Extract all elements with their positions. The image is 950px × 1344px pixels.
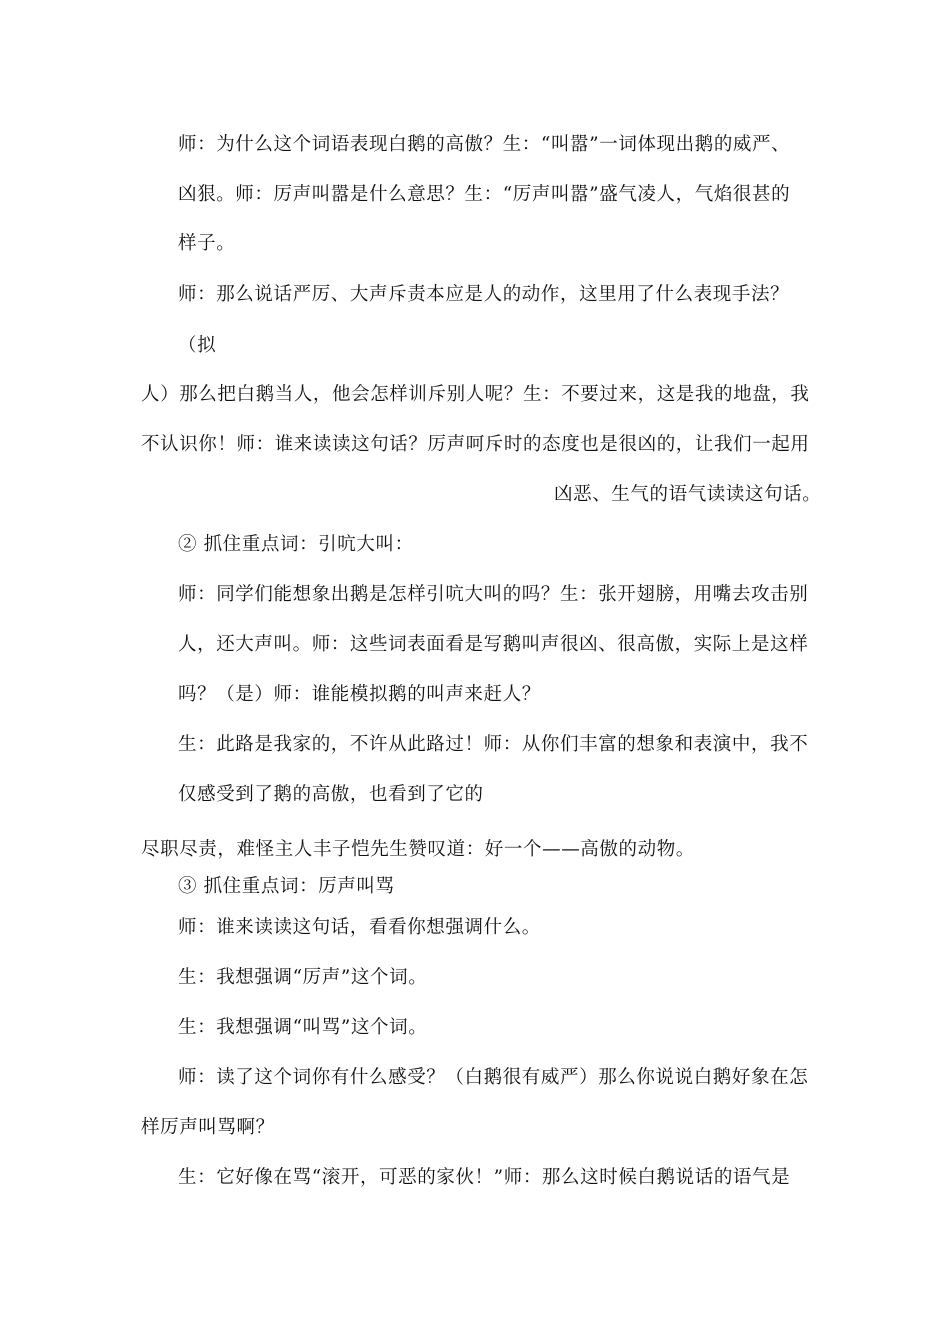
text-line: 人，还大声叫。师：这些词表面看是写鹅叫声很凶、很高傲，实际上是这样 (178, 634, 809, 655)
text-line: 生：我想强调“厉声”这个词。 (178, 967, 428, 988)
text-line: 师：那么说话严厉、大声斥责本应是人的动作，这里用了什么表现手法？ (178, 284, 790, 305)
text-line: 凶狠。师：厉声叫嚣是什么意思？生：“厉声叫嚣”盛气凌人，气焰很甚的 (178, 184, 791, 205)
text-line: 师：同学们能想象出鹅是怎样引吭大叫的吗？生：张开翅膀，用嘴去攻击别 (178, 584, 809, 605)
list-item-heading: ② 抓住重点词：引吭大叫： (178, 534, 414, 555)
text-line: 师：谁来读读这句话，看看你想强调什么。 (178, 917, 541, 938)
text-line: 尽职尽责，难怪主人丰子恺先生赞叹道：好一个——高傲的动物。 (141, 839, 695, 860)
text-line: 凶恶、生气的语气读读这句话。 (554, 484, 822, 505)
text-line: （拟 (178, 335, 217, 356)
list-item-heading: ③ 抓住重点词：厉声叫骂 (178, 876, 395, 897)
text-line: 师：为什么这个词语表现白鹅的高傲？生：“叫嚣”一词体现出鹅的威严、 (178, 134, 791, 155)
text-line: 生：它好像在骂“滚开，可恶的家伙！”师：那么这时候白鹅说话的语气是 (178, 1167, 791, 1188)
text-line: 不认识你！师：谁来读读这句话？厉声呵斥时的态度也是很凶的，让我们一起用 (141, 434, 810, 455)
text-line: 生：此路是我家的，不许从此路过！师：从你们丰富的想象和表演中，我不 (178, 734, 809, 755)
text-line: 仅感受到了鹅的高傲，也看到了它的 (178, 784, 484, 805)
text-line: 生：我想强调“叫骂”这个词。 (178, 1017, 428, 1038)
text-line: 人）那么把白鹅当人，他会怎样训斥别人呢？生：不要过来，这是我的地盘，我 (141, 384, 810, 405)
text-line: 吗？（是）师：谁能模拟鹅的叫声来赶人？ (178, 684, 541, 705)
text-line: 样子。 (178, 233, 236, 254)
text-line: 样厉声叫骂啊？ (141, 1117, 275, 1138)
text-line: 师：读了这个词你有什么感受？（白鹅很有威严）那么你说说白鹅好象在怎 (178, 1067, 809, 1088)
